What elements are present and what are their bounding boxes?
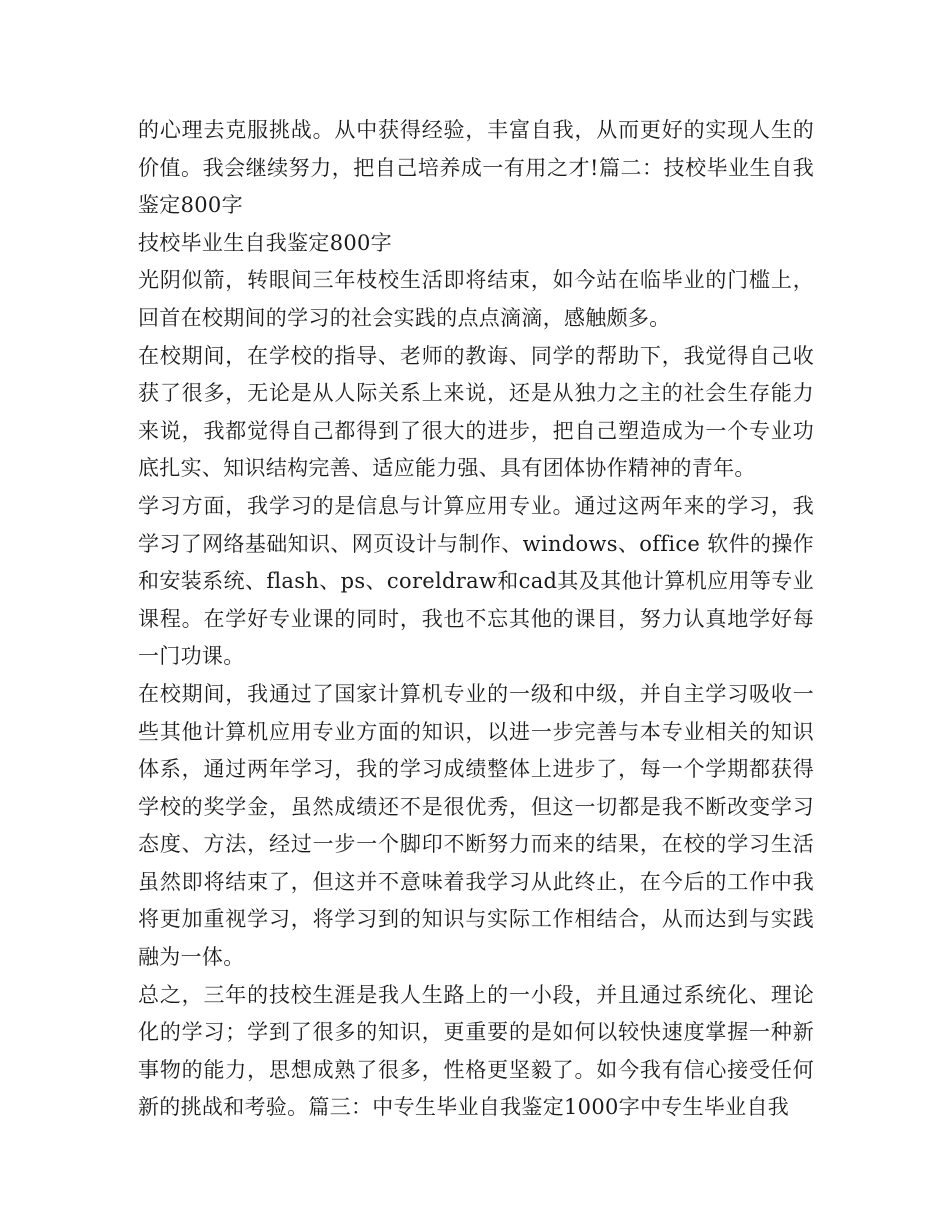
- paragraph-5: 在校期间，我通过了国家计算机专业的一级和中级，并自主学习吸收一些其他计算机应用专业方面的知识，以进一步完善与本专业相关的知识体系，通过两年学习，我的学习成绩整体上进步了，每一个学期都获得学校的奖学金，虽然成绩还不是很优秀，但这一切都是我不断改变学习态度、方法，经过一步一个脚印不断努力而来的结果，在校的学习生活虽然即将结束了，但这并不意味着我学习从此终止，在今后的工作中我将更加重视学习，将学习到的知识与实际工作相结合，从而达到与实践融为一体。: [138, 681, 814, 970]
- paragraph-4: 学习方面，我学习的是信息与计算应用专业。通过这两年来的学习，我学习了网络基础知识、网页设计与制作、windows、office 软件的操作和安装系统、flash、ps、coreldraw和cad其及其他计算机应用等专业课程。在学好专业课的同时，我也不忘其他的课目，努力认真地学好每一门功课。: [138, 493, 814, 669]
- paragraph-6: 总之，三年的技校生涯是我人生路上的一小段，并且通过系统化、理论化的学习；学到了很多的知识，更重要的是如何以较快速度掌握一种新事物的能力，思想成熟了很多，性格更坚毅了。如今我有信心接受任何新的挑战和考验。篇三：中专生毕业自我鉴定1000字中专生毕业自我: [138, 982, 814, 1120]
- paragraph-1: 的心理去克服挑战。从中获得经验，丰富自我，从而更好的实现人生的价值。我会继续努力，把自己培养成一有用之才!篇二：技校毕业生自我鉴定800字: [138, 118, 814, 218]
- paragraph-3: 在校期间，在学校的指导、老师的教诲、同学的帮助下，我觉得自己收获了很多，无论是从人际关系上来说，还是从独力之主的社会生存能力来说，我都觉得自己都得到了很大的进步，把自己塑造成为一个专业功底扎实、知识结构完善、适应能力强、具有团体协作精神的青年。: [138, 343, 814, 481]
- document-body: [138, 112, 814, 1127]
- paragraph-2: 光阴似箭，转眼间三年枝校生活即将结束，如今站在临毕业的门槛上，回首在校期间的学习的社会实践的点点滴滴，感触颇多。: [138, 268, 814, 330]
- section-heading: 技校毕业生自我鉴定800字: [138, 230, 392, 255]
